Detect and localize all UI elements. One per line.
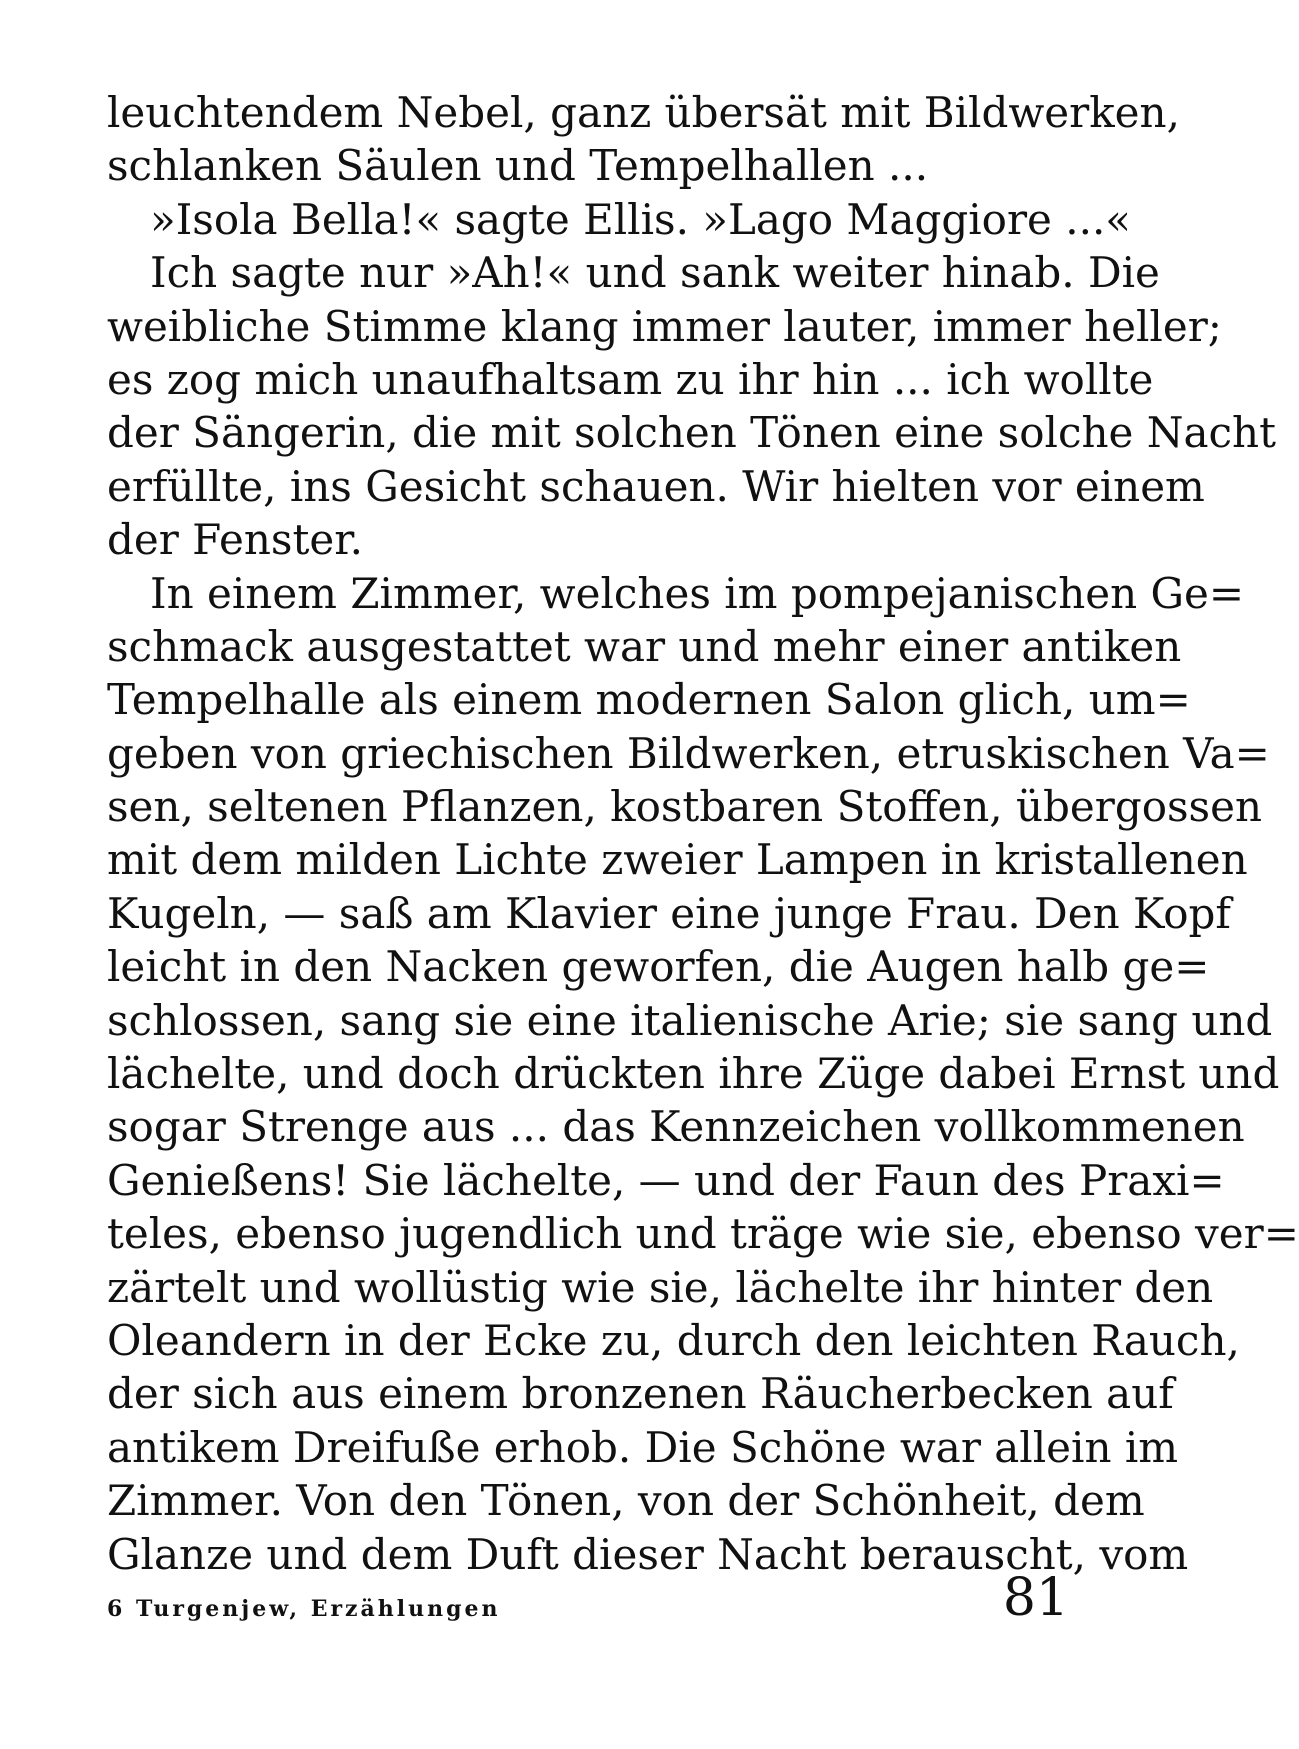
text-line: In einem Zimmer, welches im pompejanischen Ge= bbox=[150, 568, 1245, 618]
text-line: sogar Strenge aus ... das Kennzeichen vollkommenen bbox=[107, 1102, 1245, 1152]
text-line: der sich aus einem bronzenen Räucherbecken auf bbox=[107, 1369, 1174, 1419]
text-line: leicht in den Nacken geworfen, die Augen halb ge= bbox=[107, 942, 1210, 992]
text-line: Glanze und dem Duft dieser Nacht berauscht, vom bbox=[107, 1529, 1189, 1579]
text-line: mit dem milden Lichte zweier Lampen in kristallenen bbox=[107, 835, 1248, 885]
text-line: Ich sagte nur »Ah!« und sank weiter hinab. Die bbox=[150, 248, 1160, 298]
text-line: »Isola Bella!« sagte Ellis. »Lago Maggiore ...« bbox=[150, 194, 1131, 244]
text-line: es zog mich unaufhaltsam zu ihr hin ... ich wollte bbox=[107, 354, 1154, 404]
text-line: teles, ebenso jugendlich und träge wie sie, ebenso ver= bbox=[107, 1209, 1299, 1259]
text-line: leuchtendem Nebel, ganz übersät mit Bildwerken, bbox=[107, 88, 1180, 137]
text-line: Kugeln, — saß am Klavier eine junge Frau. Den Kopf bbox=[107, 888, 1231, 938]
text-line: antikem Dreifuße erhob. Die Schöne war allein im bbox=[107, 1422, 1179, 1472]
text-line: sen, seltenen Pflanzen, kostbaren Stoffen, übergossen bbox=[107, 782, 1262, 832]
text-line: lächelte, und doch drückten ihre Züge dabei Ernst und bbox=[107, 1049, 1280, 1099]
text-line: der Sängerin, die mit solchen Tönen eine solche Nacht bbox=[107, 408, 1276, 458]
text-line: schlossen, sang sie eine italienische Arie; sie sang und bbox=[107, 995, 1273, 1045]
page-footer bbox=[107, 1568, 1069, 1638]
printer-signature: 6 Turgenjew, Erzählungen bbox=[107, 1596, 501, 1622]
text-line: weibliche Stimme klang immer lauter, immer heller; bbox=[107, 301, 1222, 351]
text-line: Genießens! Sie lächelte, — und der Faun des Praxi= bbox=[107, 1155, 1225, 1205]
text-line: erfüllte, ins Gesicht schauen. Wir hielten vor einem bbox=[107, 461, 1205, 511]
text-line: geben von griechischen Bildwerken, etruskischen Va= bbox=[107, 728, 1270, 778]
text-line: zärtelt und wollüstig wie sie, lächelte ihr hinter den bbox=[107, 1262, 1214, 1312]
text-line: Tempelhalle als einem modernen Salon glich, um= bbox=[107, 675, 1191, 725]
text-line: Oleandern in der Ecke zu, durch den leichten Rauch, bbox=[107, 1315, 1240, 1365]
text-line: der Fenster. bbox=[107, 515, 364, 565]
page-number: 81 bbox=[1002, 1568, 1069, 1628]
text-line: schlanken Säulen und Tempelhallen ... bbox=[107, 141, 929, 191]
text-line: Zimmer. Von den Tönen, von der Schönheit, dem bbox=[107, 1476, 1145, 1526]
text-line: schmack ausgestattet war und mehr einer antiken bbox=[107, 621, 1182, 671]
body-text bbox=[107, 86, 1299, 1581]
